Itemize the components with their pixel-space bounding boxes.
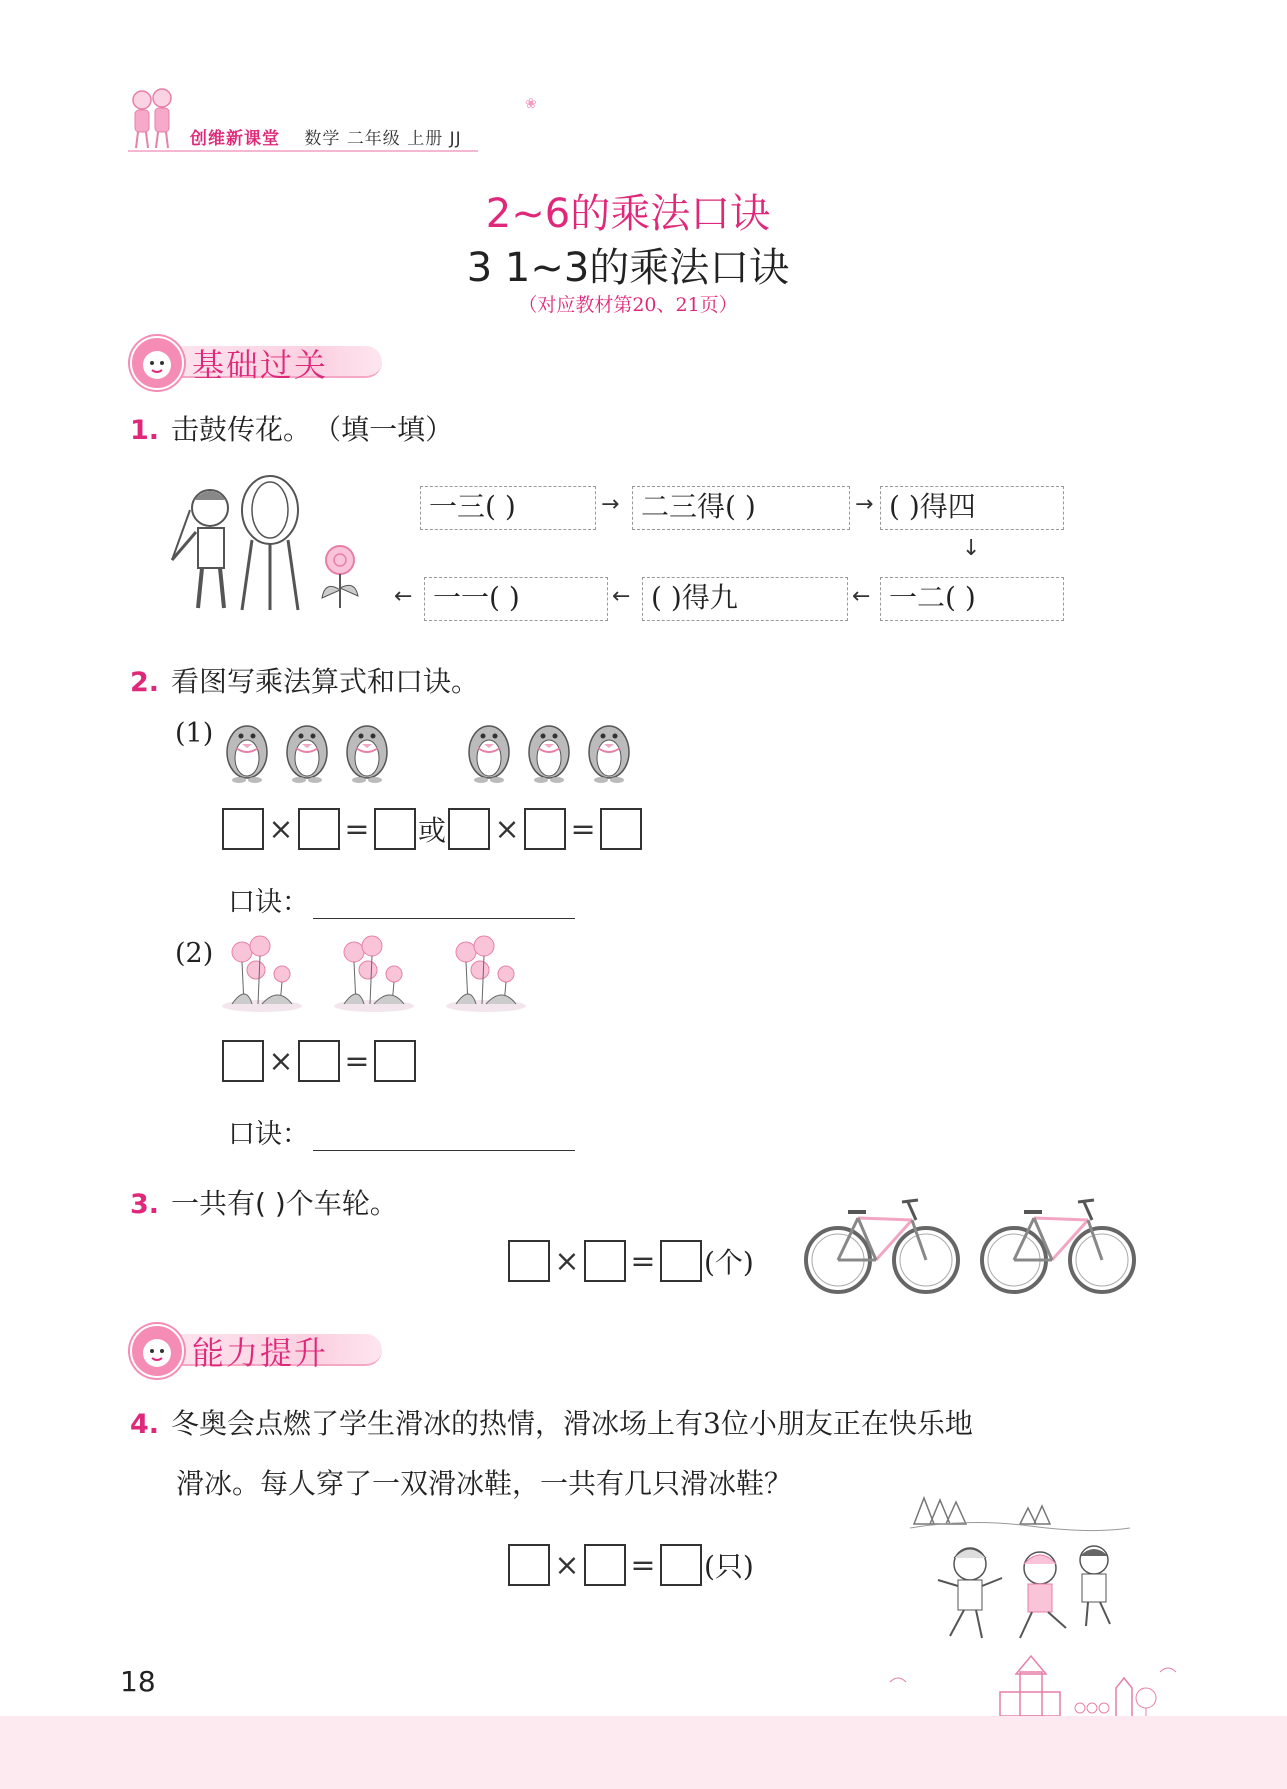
- koujue-label: 口诀：: [228, 887, 309, 918]
- answer-box[interactable]: [660, 1544, 702, 1586]
- header-kids-logo: [128, 86, 176, 152]
- answer-box[interactable]: [222, 1040, 264, 1082]
- arrow-right-icon: →: [855, 492, 874, 517]
- unit-label: (只): [704, 1550, 754, 1583]
- lesson-title: 3 1~3的乘法口诀: [466, 245, 790, 291]
- times-sign: ×: [268, 811, 294, 847]
- part-label-2: (2): [175, 938, 214, 969]
- penguins-illustration: [222, 712, 642, 784]
- times-sign: ×: [554, 1547, 580, 1583]
- koujue-label: 口诀：: [228, 1119, 309, 1150]
- answer-box[interactable]: [600, 808, 642, 850]
- equation-row-2-1: [222, 808, 642, 850]
- arrow-right-icon: →: [601, 492, 620, 517]
- equals-sign: =: [630, 1547, 656, 1583]
- chain-box-2[interactable]: 二三得( ): [632, 486, 850, 530]
- answer-box[interactable]: [448, 808, 490, 850]
- times-sign: ×: [494, 811, 520, 847]
- question-number: 3.: [130, 1189, 160, 1220]
- flowers-illustration: [222, 932, 542, 1014]
- chain-box-1[interactable]: 一三( ): [420, 486, 596, 530]
- chain-box-4[interactable]: 一二( ): [880, 577, 1064, 621]
- question-text-line-1: 冬奥会点燃了学生滑冰的热情，滑冰场上有3位小朋友正在快乐地: [171, 1407, 973, 1440]
- question-hint: （填一填）: [313, 413, 454, 446]
- section-banner-advanced: [130, 1324, 390, 1376]
- answer-box[interactable]: [298, 1040, 340, 1082]
- koujue-blank[interactable]: [313, 1149, 575, 1151]
- page-number: 18: [120, 1665, 156, 1698]
- koujue-line-2: [228, 1112, 575, 1151]
- arrow-left-icon: ←: [852, 584, 871, 609]
- header-brand: 创维新课堂: [190, 129, 280, 149]
- equals-sign: =: [570, 811, 596, 847]
- or-word: 或: [418, 814, 447, 847]
- koujue-line-1: [228, 880, 575, 919]
- question-4-heading: [130, 1402, 973, 1442]
- equals-sign: =: [344, 811, 370, 847]
- arrow-down-icon: ↓: [962, 536, 981, 561]
- arrow-left-icon: ←: [394, 584, 413, 609]
- equation-row-2-2: [222, 1040, 416, 1082]
- equals-sign: =: [630, 1243, 656, 1279]
- section-title-advanced: 能力提升: [192, 1334, 329, 1372]
- equation-row-3: [508, 1240, 754, 1282]
- mascot-icon: [130, 1324, 184, 1378]
- chain-box-6[interactable]: 一一( ): [424, 577, 608, 621]
- section-banner-basic: [130, 336, 390, 388]
- arrow-left-icon: ←: [612, 584, 631, 609]
- times-sign: ×: [554, 1243, 580, 1279]
- header-divider: [128, 150, 478, 152]
- header-subject-info: 数学 二年级 上册 JJ: [304, 129, 462, 149]
- section-title-basic: 基础过关: [192, 346, 329, 384]
- unit-label: (个): [704, 1246, 754, 1279]
- answer-box[interactable]: [222, 808, 264, 850]
- question-number: 2.: [130, 667, 160, 698]
- equals-sign: =: [344, 1043, 370, 1079]
- question-2-heading: [130, 660, 479, 700]
- koujue-blank[interactable]: [313, 917, 575, 919]
- chain-box-3[interactable]: ( )得四: [880, 486, 1064, 530]
- question-number: 1.: [130, 415, 160, 446]
- answer-box[interactable]: [508, 1544, 550, 1586]
- question-text-line-2: 滑冰。每人穿了一双滑冰鞋，一共有几只滑冰鞋？: [176, 1467, 793, 1500]
- mascot-icon: [130, 336, 184, 390]
- answer-box[interactable]: [508, 1240, 550, 1282]
- skating-children-illustration: [910, 1488, 1130, 1648]
- answer-box[interactable]: [584, 1544, 626, 1586]
- equation-row-4: [508, 1544, 754, 1586]
- times-sign: ×: [268, 1043, 294, 1079]
- answer-box[interactable]: [374, 808, 416, 850]
- bicycles-illustration: [802, 1194, 1142, 1296]
- question-1-heading: [130, 408, 453, 448]
- answer-box[interactable]: [660, 1240, 702, 1282]
- question-text: 看图写乘法算式和口诀。: [171, 665, 480, 698]
- answer-box[interactable]: [584, 1240, 626, 1282]
- question-text: 一共有( )个车轮。: [171, 1187, 398, 1220]
- textbook-reference: （对应教材第20、21页）: [518, 294, 738, 316]
- chain-box-5[interactable]: ( )得九: [642, 577, 848, 621]
- decorative-bow-icon: ❀: [525, 96, 537, 112]
- answer-box[interactable]: [298, 808, 340, 850]
- footer-decoration: [880, 1652, 1180, 1718]
- header-text: [190, 124, 462, 149]
- part-label-1: (1): [175, 718, 214, 749]
- question-number: 4.: [130, 1409, 160, 1440]
- drum-flower-illustration: [160, 470, 380, 615]
- answer-box[interactable]: [374, 1040, 416, 1082]
- question-text: 击鼓传花。: [171, 413, 312, 446]
- footer-band: [0, 1716, 1287, 1789]
- question-3-heading: [130, 1182, 398, 1222]
- answer-box[interactable]: [524, 808, 566, 850]
- chapter-title: 2~6的乘法口诀: [485, 191, 771, 237]
